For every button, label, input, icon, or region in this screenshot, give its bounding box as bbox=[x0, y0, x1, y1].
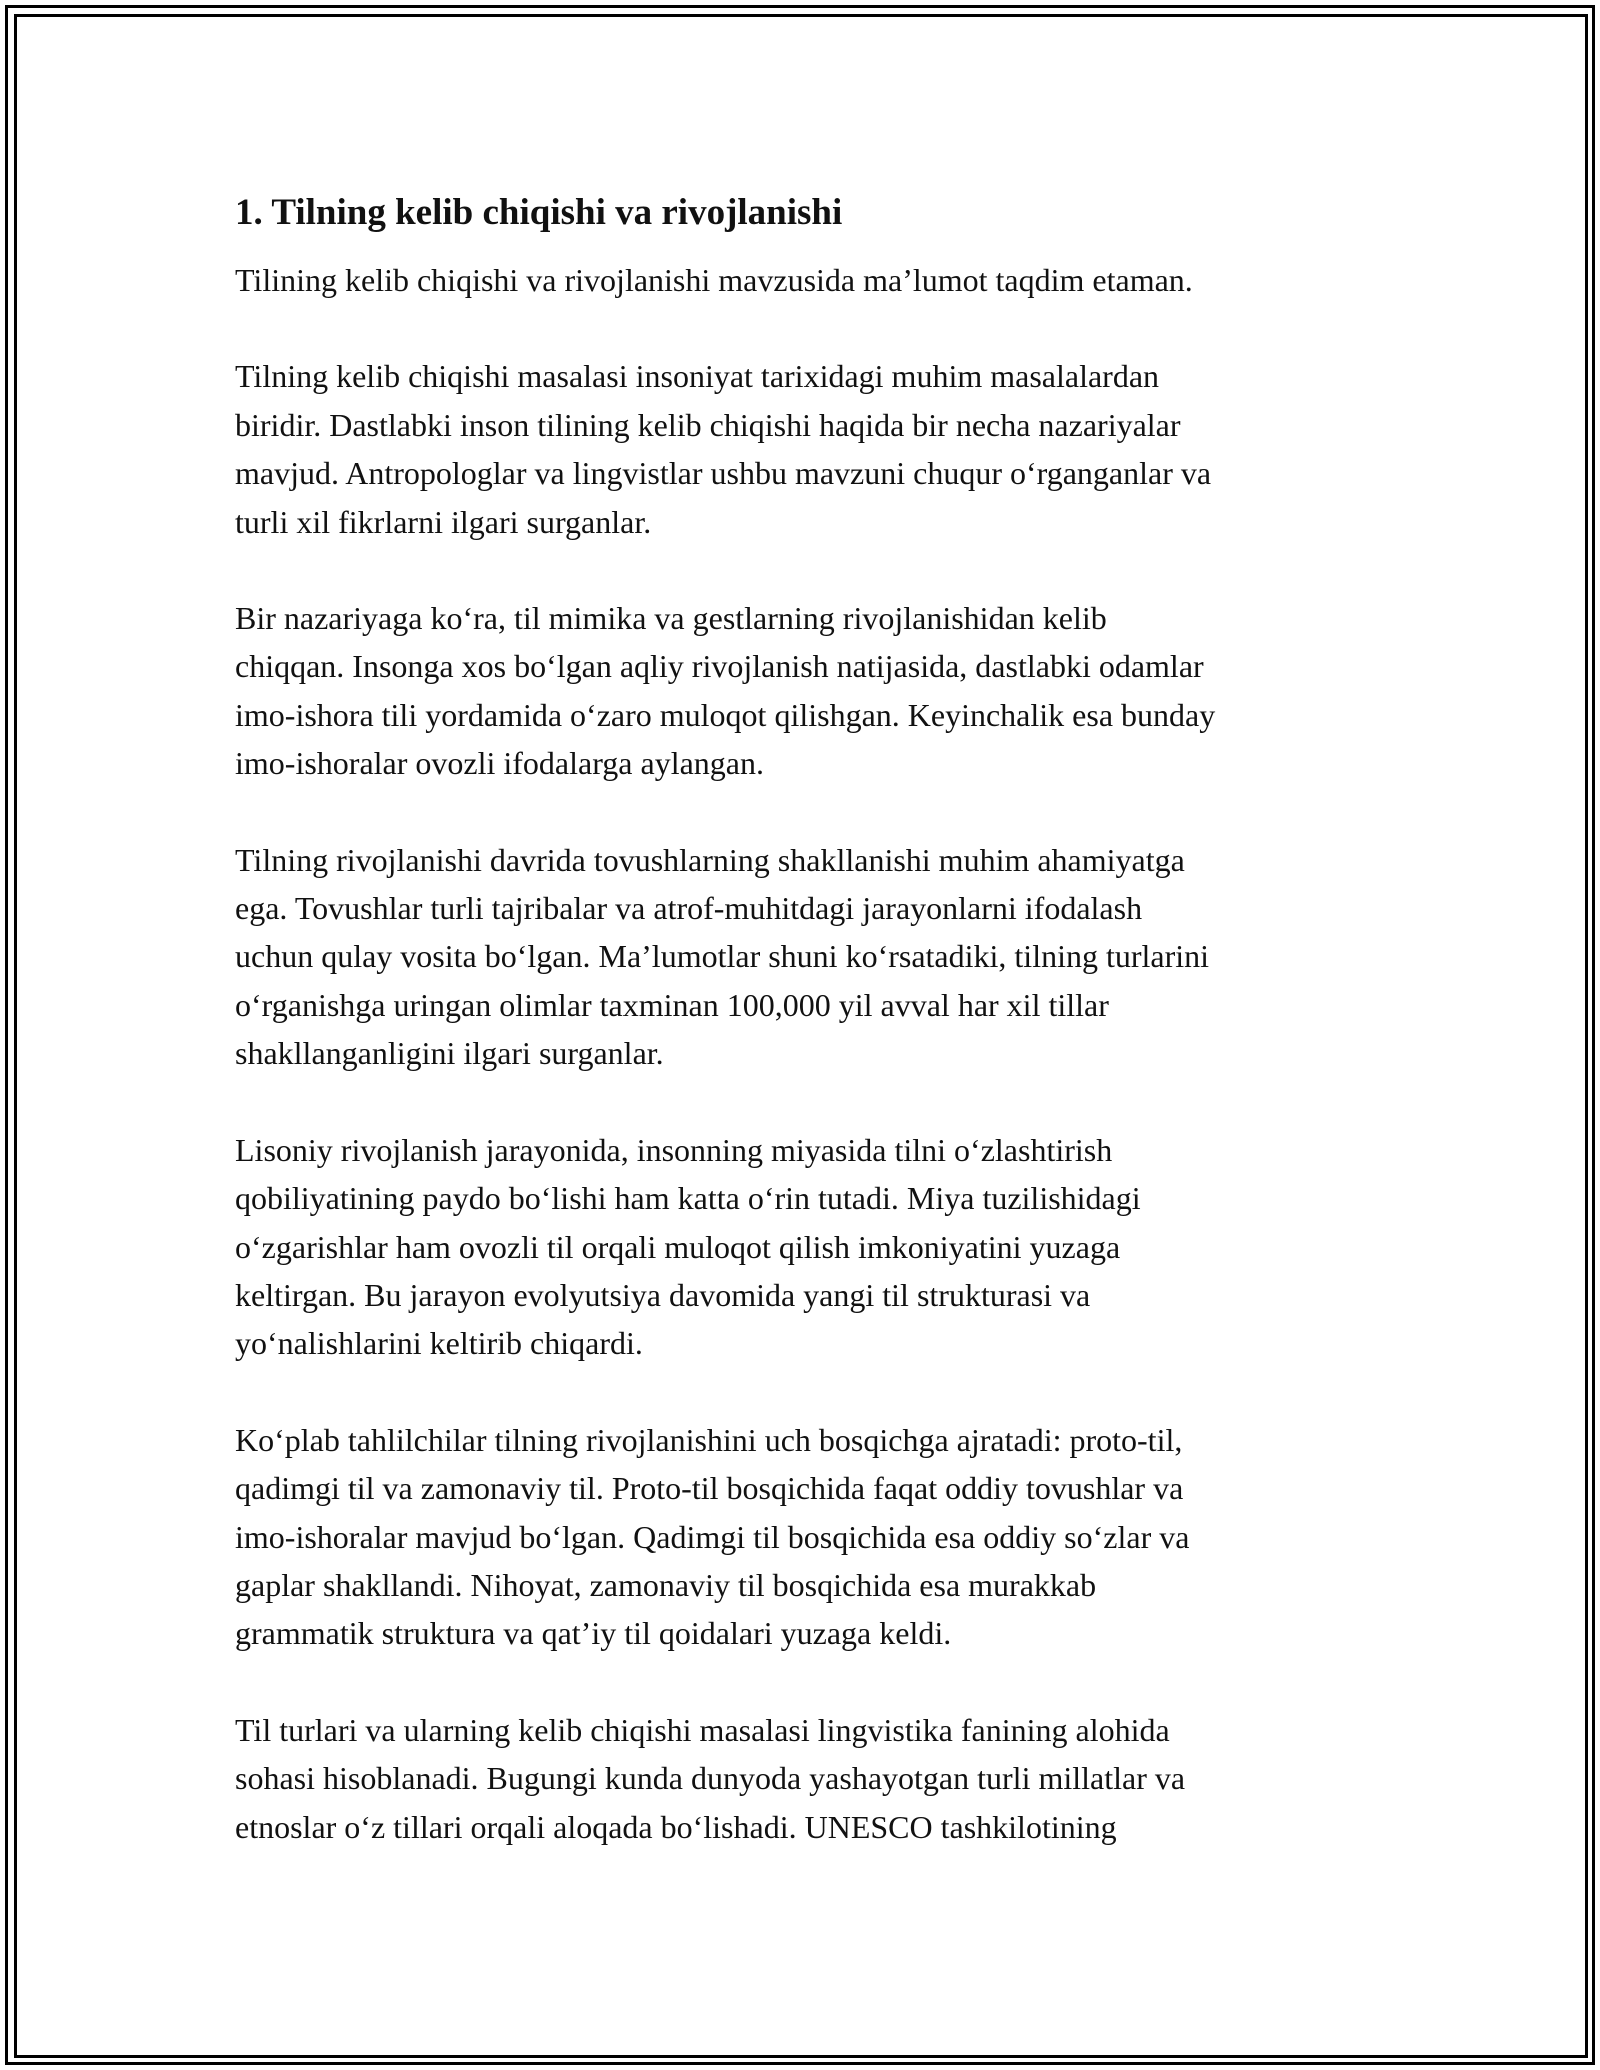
text-line: uchun qulay vosita bo‘lgan. Ma’lumotlar shuni ko‘rsatadiki, tilning turlarini bbox=[235, 938, 1210, 975]
text-line: qobiliyatining paydo bo‘lishi ham katta o‘rin tutadi. Miya tuzilishidagi bbox=[235, 1180, 1141, 1217]
text-line: keltirgan. Bu jarayon evolyutsiya davomida yangi til strukturasi va bbox=[235, 1276, 1091, 1313]
text-line: etnoslar o‘z tillari orqali aloqada bo‘lishadi. UNESCO tashkilotining bbox=[235, 1808, 1117, 1845]
text-line: Tilning rivojlanishi davrida tovushlarning shakllanishi muhim ahamiyatga bbox=[235, 841, 1185, 878]
text-line: o‘rganishga uringan olimlar taxminan 100,000 yil avval har xil tillar bbox=[235, 986, 1109, 1023]
text-line: o‘zgarishlar ham ovozli til orqali muloqot qilish imkoniyatini yuzaga bbox=[235, 1228, 1121, 1265]
text-line: chiqqan. Insonga xos bo‘lgan aqliy rivojlanish natijasida, dastlabki odamlar bbox=[235, 648, 1204, 685]
text-line: Lisoniy rivojlanish jarayonida, insonning miyasida tilni o‘zlashtirish bbox=[235, 1131, 1113, 1168]
text-line: shakllanganligini ilgari surganlar. bbox=[235, 1035, 664, 1072]
text-line: yo‘nalishlarini keltirib chiqardi. bbox=[235, 1325, 643, 1362]
document-body bbox=[235, 186, 1365, 1899]
text-line: Bir nazariyaga ko‘ra, til mimika va gestlarning rivojlanishidan kelib bbox=[235, 600, 1107, 637]
text-line: mavjud. Antropologlar va lingvistlar ushbu mavzuni chuqur o‘rganganlar va bbox=[235, 455, 1212, 492]
text-line: sohasi hisoblanadi. Bugungi kunda dunyoda yashayotgan turli millatlar va bbox=[235, 1760, 1186, 1797]
paragraph-6 bbox=[235, 1416, 1365, 1658]
text-line: grammatik struktura va qat’iy til qoidalari yuzaga keldi. bbox=[235, 1615, 952, 1652]
section-heading: 1. Tilning kelib chiqishi va rivojlanishi bbox=[235, 192, 843, 233]
paragraph-5 bbox=[235, 1126, 1365, 1368]
text-line: imo-ishoralar mavjud bo‘lgan. Qadimgi til bosqichida esa oddiy so‘zlar va bbox=[235, 1518, 1190, 1555]
paragraph-3 bbox=[235, 594, 1365, 788]
text-line: imo-ishora tili yordamida o‘zaro muloqot qilishgan. Keyinchalik esa bunday bbox=[235, 696, 1216, 733]
text-line: ega. Tovushlar turli tajribalar va atrof-muhitdagi jarayonlarni ifodalash bbox=[235, 890, 1143, 927]
text-line: Til turlari va ularning kelib chiqishi masalasi lingvistika fanining alohida bbox=[235, 1711, 1170, 1748]
text-line: imo-ishoralar ovozli ifodalarga aylangan. bbox=[235, 745, 764, 782]
paragraph-2 bbox=[235, 352, 1365, 546]
text-line: turli xil fikrlarni ilgari surganlar. bbox=[235, 503, 652, 540]
paragraph-4 bbox=[235, 836, 1365, 1078]
paragraph-7 bbox=[235, 1706, 1365, 1851]
text-line: Tilning kelib chiqishi masalasi insoniyat tarixidagi muhim masalalardan bbox=[235, 358, 1160, 395]
text-line: qadimgi til va zamonaviy til. Proto-til bosqichida faqat oddiy tovushlar va bbox=[235, 1470, 1184, 1507]
text-line: Ko‘plab tahlilchilar tilning rivojlanishini uch bosqichga ajratadi: proto-til, bbox=[235, 1421, 1183, 1458]
text-line: biridir. Dastlabki inson tilining kelib chiqishi haqida bir necha nazariyalar bbox=[235, 406, 1181, 443]
text-line: gaplar shakllandi. Nihoyat, zamonaviy til bosqichida esa murakkab bbox=[235, 1566, 1097, 1603]
text-line: Tilining kelib chiqishi va rivojlanishi mavzusida ma’lumot taqdim etaman. bbox=[235, 262, 1193, 298]
paragraph-1 bbox=[235, 256, 1365, 304]
